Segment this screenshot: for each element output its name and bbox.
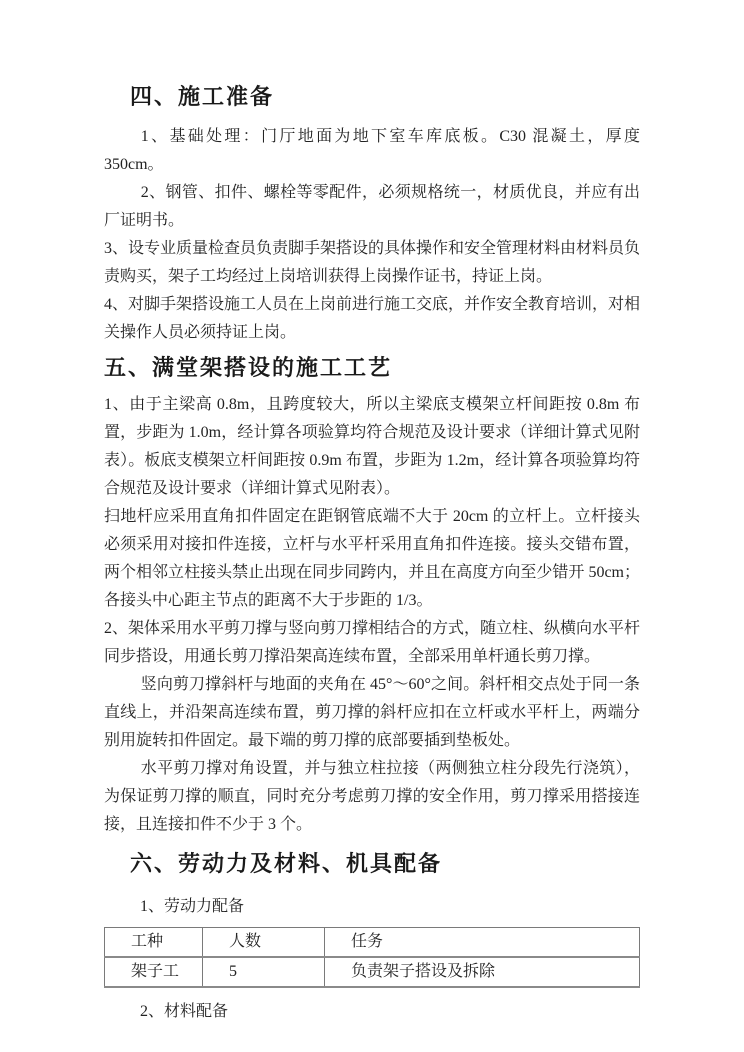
- section-heading-labor-material-equipment: 六、劳动力及材料、机具配备: [130, 851, 443, 876]
- para-safety-training: 4、对脚手架搭设施工人员在上岗前进行施工交底，并作安全教育培训，对相关操作人员必须持证上岗。: [104, 296, 641, 341]
- labor-table-cell-task: 负责架子搭设及拆除: [325, 957, 640, 987]
- document-content: [104, 84, 640, 1026]
- para-quality-inspector: 3、设专业质量检查员负责脚手架搭设的具体操作和安全管理材料由材料员负责购买，架子工均经过上岗培训获得上岗操作证书，持证上岗。: [104, 240, 641, 285]
- labor-table-header-trade: 工种: [105, 928, 203, 958]
- subheading-labor-allocation: 1、劳动力配备: [140, 898, 245, 915]
- labor-table-cell-count: 5: [203, 957, 325, 987]
- para-sweeping-rod: 扫地杆应采用直角扣件固定在距钢管底端不大于 20cm 的立杆上。立杆接头必须采用对接扣件连接，立杆与水平杆采用直角扣件连接。接头交错布置，两个相邻立柱接头禁止出现在同步同跨内，并且在高度方向至少错开 50cm；各接头中心距主节点的距离不大于步距的 1/3。: [104, 508, 640, 609]
- para-horizontal-bracing: 水平剪刀撑对角设置，并与独立柱拉接（两侧独立柱分段先行浇筑），为保证剪刀撑的顺直，同时充分考虑剪刀撑的安全作用，剪刀撑采用搭接连接，且连接扣件不少于 3 个。: [104, 760, 640, 833]
- labor-table-cell-trade: 架子工: [105, 957, 203, 987]
- labor-table-row-scaffolder: [105, 957, 640, 987]
- labor-table: [104, 927, 640, 988]
- para-pipe-fitting-parts: 2、钢管、扣件、螺栓等零配件，必须规格统一，材质优良，并应有出厂证明书。: [104, 184, 640, 229]
- section-heading-full-hall-scaffold-process: 五、满堂架搭设的施工工艺: [104, 355, 393, 380]
- labor-table-header-task: 任务: [325, 928, 640, 958]
- labor-table-header-count: 人数: [203, 928, 325, 958]
- para-pole-spacing: 1、由于主梁高 0.8m，且跨度较大，所以主梁底支模架立杆间距按 0.8m 布置，步距为 1.0m，经计算各项验算均符合规范及设计要求（详细计算式见附表）。板底支模架立杆间距按 0.9m 布置，步距为 1.2m，经计算各项验算均符合规范及设计要求（详细计算式见附表）。: [104, 396, 640, 497]
- section-heading-construction-preparation: 四、施工准备: [130, 84, 275, 109]
- para-foundation-treatment: 1、基础处理：门厅地面为地下室车库底板。C30 混凝土，厚度 350cm。: [104, 128, 640, 173]
- labor-table-header-row: [105, 928, 640, 958]
- subheading-material-allocation: 2、材料配备: [140, 1003, 229, 1020]
- para-vertical-bracing-angle: 竖向剪刀撑斜杆与地面的夹角在 45°～60°之间。斜杆相交点处于同一条直线上，并沿架高连续布置，剪刀撑的斜杆应扣在立杆或水平杆上，两端分别用旋转扣件固定。最下端的剪刀撑的底部要插到垫板处。: [104, 676, 640, 749]
- para-diagonal-bracing-method: 2、架体采用水平剪刀撑与竖向剪刀撑相结合的方式，随立柱、纵横向水平杆同步搭设，用通长剪刀撑沿架高连续布置，全部采用单杆通长剪刀撑。: [104, 620, 641, 665]
